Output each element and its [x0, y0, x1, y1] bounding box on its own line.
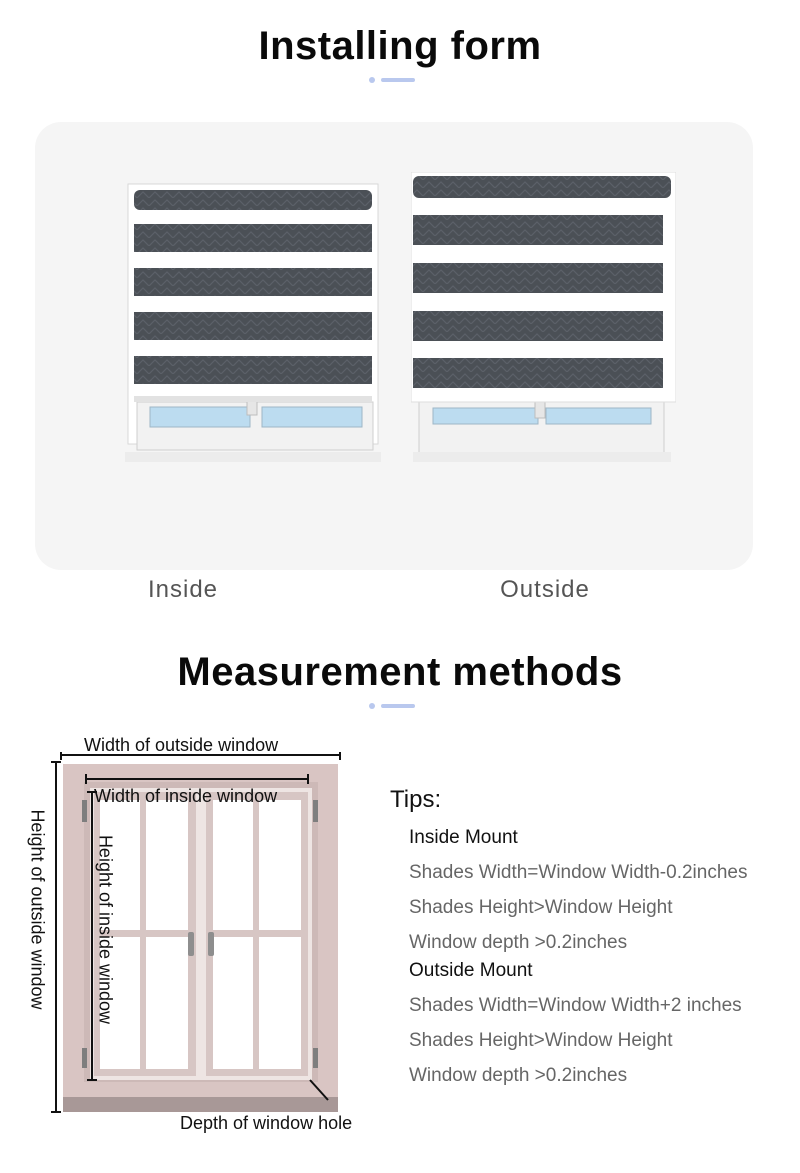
- tip-line: Shades Height>Window Height: [409, 1030, 673, 1051]
- title-decoration: [369, 703, 419, 709]
- measurement-title: Measurement methods: [177, 650, 623, 694]
- tip-line: Window depth >0.2inches: [409, 932, 628, 953]
- label-width-outside: Width of outside window: [84, 735, 279, 755]
- title-decoration: [369, 77, 419, 83]
- label-height-inside: Height of inside window: [95, 834, 116, 1025]
- label-depth: Depth of window hole: [180, 1113, 353, 1133]
- installing-form-title: Installing form: [258, 24, 542, 68]
- outside-mount-heading: Outside Mount: [409, 960, 533, 981]
- tip-line: Window depth >0.2inches: [409, 1065, 628, 1086]
- caption-outside: Outside: [500, 576, 590, 603]
- tip-line: Shades Width=Window Width-0.2inches: [409, 862, 748, 883]
- installing-panel: [35, 122, 753, 570]
- inside-mount-illustration: [125, 182, 385, 464]
- tip-line: Shades Width=Window Width+2 inches: [409, 995, 742, 1016]
- inside-mount-heading: Inside Mount: [409, 827, 518, 848]
- outside-mount-illustration: [411, 172, 676, 464]
- tips-title: Tips:: [390, 786, 442, 813]
- caption-inside: Inside: [147, 576, 219, 603]
- tip-line: Shades Height>Window Height: [409, 897, 673, 918]
- label-width-inside: Width of inside window: [94, 786, 278, 806]
- label-height-outside: Height of outside window: [27, 809, 48, 1010]
